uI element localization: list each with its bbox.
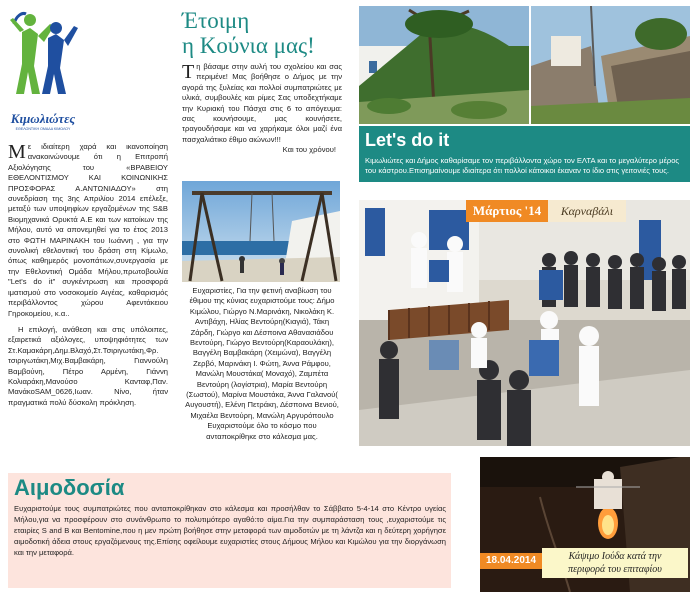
carnival-title-tag (548, 200, 626, 222)
award-lead: ε ιδιαίτερη χαρά και ικανοποίηση ανακοινώνουμε ότι η Επιτροπή Αξιολόγησης του «ΒΡΑΒΕΙΟΥ ΕΘΕΛΟΝΤΙΣΜΟΥ ΚΑΙ ΚΟΙΝΩΝΙΚΗΣ ΠΡΟΣΦΟΡΑΣ Α.ΑΝΤΩΝΙΑΔΟΥ» στη συνεδρίαση της 3ης Απριλίου 2014 επέλεξε, μεταξύ των υποψηφίων εργαζομένων της S&B Βιομηχανικά Ορυκτά Α.Ε και των κατοίκων της Μήλου, αυτό να απονεμηθεί για το έτος 2013 στο ΦΩΤΗ ΜΑΡΙΝΑΚΗ του Ιωάννη , για την συνολική εθελοντική του δράση στη Κίμωλο, όπως καθημερός μονοπάτιων,συνεργασία με την Εθελοντική Ομάδα Μήλου,πρωτοβουλία "Let's do it" συγκέντρωση και προσφορά ιματισμού στο νοσοκομείο Αιγέας, καθαρισμός περιβάλλοντος χώρου Αφεντάκειου Γηροκομείου, κ.α.. (8, 142, 168, 318)
swing-thanks: Ευχαριστίες, Για την φετινή αναβίωση του έθιμου της κύνιας ευχαριστούμε τους: Δήμο Κιμώλου, Γιώργο Ν.Μαρινάκη, Νικολάκη Κ. Αντιβάχη, Ηλίας Βεντούρη(Κιαγιά), Τάκη Ζάρδη, Γιώργο και Δέσποινα Αθανασιάδου Βεντούρη, Γιώργο Βεντούρη(Καραουλάκη), Βαγγέλη Βαμβακάρη (Χειμώνα), Βαγγέλη Ζερβό, Μαρινάκη Ι. Φώτη, Άννα Ράμφου, Μανώλη Μουστάκα( Μοναχό), Ζαμπέτα Βεντούρη (λογίστρια), Μαρία Βεντούρη (Σωστού), Μαρίνα Μουστάκα, Άννα Γαλανού( Αυγουστή), Ελένη Πετράκη, Δέσποινα Βενιού, Μιχαέλα Βεντούρη, Μανώλη Αργυρόπουλο Ευχαριστούμε όλο το κόσμο που ανταποκρίθηκε στο κάλεσμα μας. (185, 286, 339, 441)
swing-closing: Και του χρόνου! (282, 145, 336, 155)
logo-figures-icon (6, 6, 80, 102)
judas-date: 18.04.2014 (485, 555, 537, 566)
judas-date-tag (480, 553, 542, 569)
swing-body: η βάσαμε στην αυλή του σχολείου και σας περιμένε! Μας βοήθησε ο Δήμος με την αγορά της ξυλείας και πολλοί συμπατριώτες με υλικά, συμβουλές και ρίμες Σας υποδεχτήκαμε την Κυριακή του Πάσχα στις 6 το απόγευμα: σας κουνήσουμε, μας κουνήσετε, τραγουδήσαμε και να χαρήκαμε όλοι μαζί ένα πασχαλιάτικο έθιμο αιώνων!!! (182, 62, 342, 144)
blood-body: Ευχαριστούμε τους συμπατριώτες που ανταποκρίθηκαν στο κάλεσμα και προσήλθαν το Σάββατο 5-4-14 στο Κέντρο υγείας Μήλου,για να προσφέρουν στο συνάνθρωπο το πολυτιμότερο αγαθό:το αίμα.Για την συμπαράσταση τους ,ευχαριστούμε τις εταιρίες S and B και Bentomine,που η μεν πρώτη βοήθησε στην μεταφορά των αιμοδοτών με τη λάντζα και η δεύτερη χορήγησε αιμοδοτική άδεια στους εργαζόμενους της.Επίσης οφείλουμε ευχαριστίες στους Δήμους Μήλου και Κιμώλου για την διοργάνωση και την μεταφορά. (14, 504, 446, 557)
carnival-title: Καρναβάλι (560, 204, 614, 218)
swing-title-line-1: Έτοιμη (182, 8, 250, 33)
village-photo-2 (531, 6, 690, 124)
swing-drop-letter: Τ (182, 61, 195, 83)
logo-tagline: ΕΘΕΛΟΝΤΙΚΗ ΟΜΑΔΑ ΚΙΜΩΛΟΥ (15, 127, 71, 131)
letsdoit-box (359, 126, 690, 182)
swing-photo (182, 181, 340, 282)
logo-name: Κιμωλιώτες (10, 111, 76, 126)
swing-title-line-2: η Κούνια μας! (182, 33, 315, 58)
carnival-photo (359, 200, 690, 446)
judas-caption-2: περιφορά του επιταφίου (568, 564, 662, 575)
award-drop-letter: Μ (8, 141, 26, 163)
carnival-month: Μάρτιος '14 (472, 203, 542, 218)
letsdoit-title: Let's do it (365, 130, 450, 150)
carnival-month-tag (466, 200, 548, 222)
judas-caption-box (542, 548, 688, 578)
logo (6, 6, 80, 136)
award-second: Η επιλογή, ανάθεση και στις υπόλοιπες, εξαιρετικά αξιόλογες, υποψηφιότητες των Στ.Καμακάρη,Δημ.Βλαχό,Στ.Τσιριγωτάκη,Φρ. τσιριγωτάκη,Μιχ.Βαμβακάρη, Γιαννούλη Βαμβούνη, Πέτρο Αρμένη, Γιάννη Κολιαράκη,Μανούσο Κανταφ,Παν. ΜανάκοSAM_0626,Ιωαν. Νίνο, ήταν πραγματικά πολύ δύσκολη πρόκληση. (8, 324, 168, 407)
village-photo-1 (359, 6, 529, 124)
judas-caption-1: Κάψιμο Ιούδα κατά την (568, 551, 662, 562)
blood-box (8, 473, 451, 588)
letsdoit-body: Κιμωλιώτες και Δήμος καθαρίσαμε τον περιβάλλοντα χώρο τον ΕΛΤΑ και το μεγαλύτερο μέρος του κάστρου.Επισημαίνουμε ιδιαίτερα ότι πολλοί κάτοικοι έκαναν το ίδιο στις γειτονιές τους. (365, 156, 680, 175)
award-article (8, 142, 168, 408)
swing-article (182, 62, 342, 156)
blood-title: Αιμοδοσία (14, 475, 125, 500)
swing-title (182, 8, 315, 58)
